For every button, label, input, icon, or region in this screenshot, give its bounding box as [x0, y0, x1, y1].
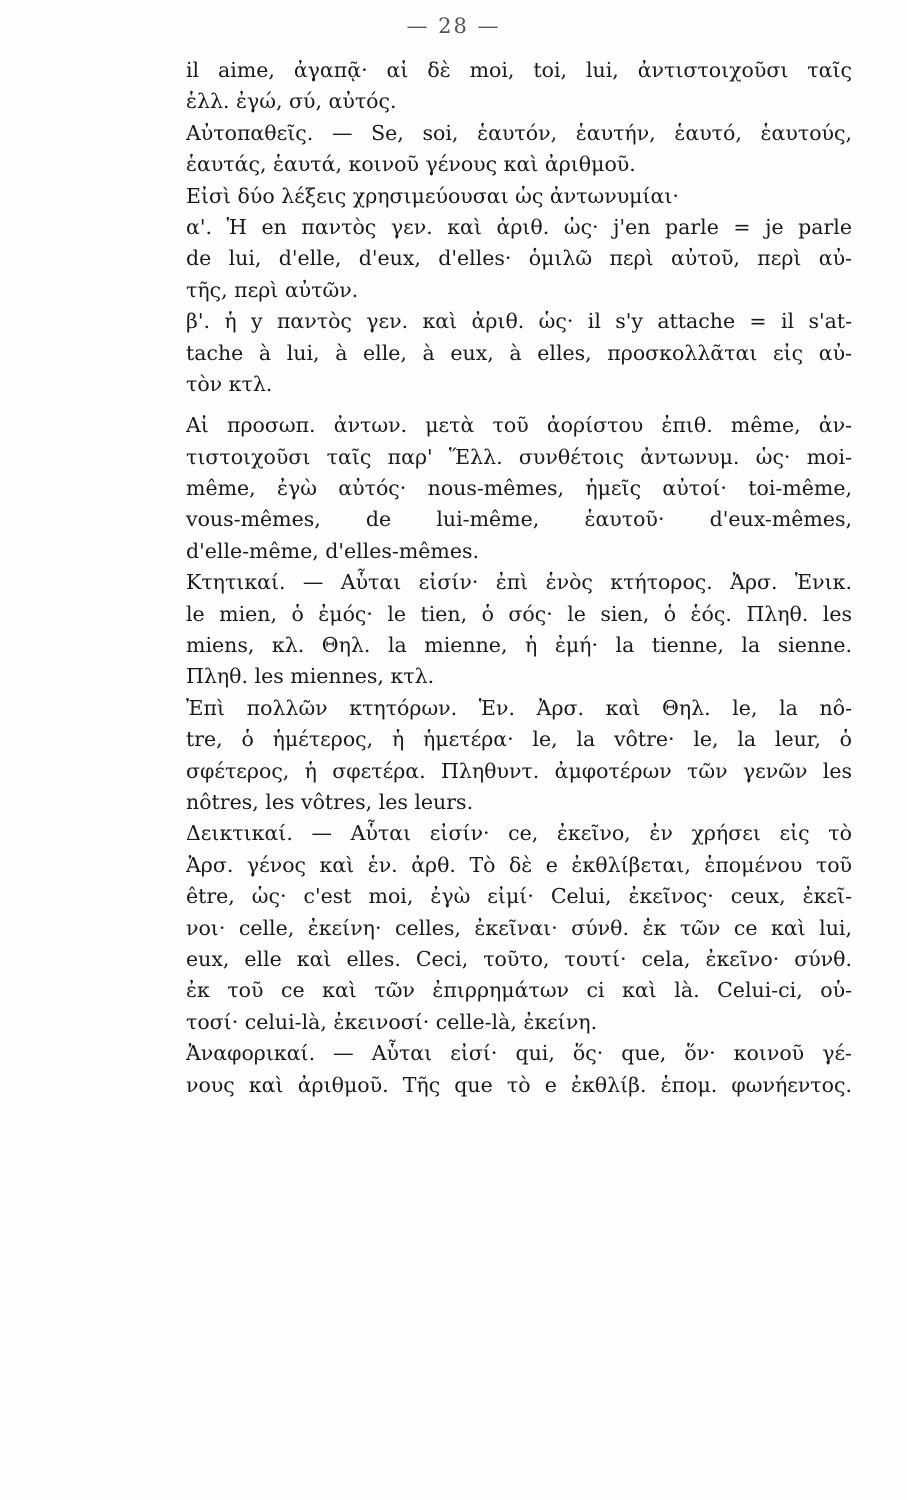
body-text: [186, 55, 852, 1101]
text-line: ἑλλ. ἐγώ, σύ, αὐτός.: [186, 89, 397, 114]
text-line: de lui, d'elle, d'eux, d'elles· ὁμιλῶ περὶ αὐτοῦ, περὶ αὐ-: [186, 246, 852, 271]
text-line: tache à lui, à elle, à eux, à elles, προσκολλᾶται εἰς αὐ-: [186, 340, 852, 365]
text-line: d'elle-même, d'elles-mêmes.: [186, 538, 479, 563]
text-line: vous-mêmes, de lui-même, ἑαυτοῦ· d'eux-mêmes,: [186, 507, 852, 532]
text-line: nôtres, les vôtres, les leurs.: [186, 789, 474, 814]
text-line: νοι· celle, ἐκείνη· celles, ἐκεῖναι· σύνθ. ἐκ τῶν ce καὶ lui,: [186, 915, 852, 940]
text-line: être, ὡς· c'est moi, ἐγὼ εἰμί· Celui, ἐκεῖνος· ceux, ἐκεῖ-: [186, 884, 852, 909]
text-line: Αἱ προσωπ. ἀντων. μετὰ τοῦ ἀορίστου ἐπιθ. même, ἀν-: [186, 413, 852, 438]
text-line: τοσί· celui-là, ἐκεινοσί· celle-là, ἐκείνη.: [186, 1009, 598, 1034]
text-line: Εἰσὶ δύο λέξεις χρησιμεύουσαι ὡς ἀντωνυμίαι·: [186, 183, 679, 208]
text-line: τιστοιχοῦσι ταῖς παρ' Ἕλλ. συνθέτοις ἀντωνυμ. ὡς· moi-: [186, 444, 852, 469]
text-line: miens, κλ. Θηλ. la mienne, ἡ ἐμή· la tienne, la sienne.: [186, 633, 852, 658]
text-line: Ἀρσ. γένος καὶ ἑν. ἀρθ. Τὸ δὲ e ἐκθλίβεται, ἑπομένου τοῦ: [186, 852, 852, 877]
text-line: α'. Ἡ en παντὸς γεν. καὶ ἀριθ. ὡς· j'en parle = je parle: [186, 214, 852, 239]
text-line: τὸν κτλ.: [186, 371, 273, 396]
text-line: ἐκ τοῦ ce καὶ τῶν ἐπιρρημάτων ci καὶ là. Celui-ci, οὑ-: [186, 978, 852, 1003]
text-line: Κτητικαί. — Αὗται εἰσίν· ἐπὶ ἑνὸς κτήτορος. Ἀρσ. Ἑνικ.: [186, 570, 852, 595]
text-line: Ἀναφορικαί. — Αὗται εἰσί· qui, ὅς· que, ὅν· κοινοῦ γέ-: [186, 1041, 852, 1066]
text-line: τῆς, περὶ αὐτῶν.: [186, 277, 359, 302]
text-line: νους καὶ ἀριθμοῦ. Τῆς que τὸ e ἐκθλίβ. ἑπομ. φωνήεντος.: [186, 1072, 852, 1097]
page-number: — 28 —: [406, 14, 501, 38]
text-line: ἑαυτάς, ἑαυτά, κοινοῦ γένους καὶ ἀριθμοῦ.: [186, 152, 636, 177]
text-line: σφέτερος, ἡ σφετέρα. Πληθυντ. ἀμφοτέρων τῶν γενῶν les: [186, 758, 852, 783]
text-line: Δεικτικαί. — Αὗται εἰσίν· ce, ἐκεῖνο, ἐν χρήσει εἰς τὸ: [186, 821, 852, 846]
text-line: Αὐτοπαθεῖς. — Se, soi, ἑαυτόν, ἑαυτήν, ἑαυτό, ἑαυτούς,: [186, 120, 852, 145]
text-line: β'. ἡ y παντὸς γεν. καὶ ἀριθ. ὡς· il s'y attache = il s'at-: [186, 309, 852, 334]
text-line: même, ἐγὼ αὐτός· nous-mêmes, ἡμεῖς αὐτοί· toi-même,: [186, 476, 852, 501]
text-line: Ἐπὶ πολλῶν κτητόρων. Ἑν. Ἀρσ. καὶ Θηλ. le, la nô-: [186, 695, 852, 720]
text-line: il aime, ἀγαπᾷ· αἱ δὲ moi, toi, lui, ἀντιστοιχοῦσι ταῖς: [186, 58, 852, 82]
text-line: le mien, ὁ ἐμός· le tien, ὁ σός· le sien, ὁ ἑός. Πληθ. les: [186, 601, 852, 626]
text-line: Πληθ. les miennes, κτλ.: [186, 664, 435, 689]
text-line: tre, ὁ ἡμέτερος, ἡ ἡμετέρα· le, la vôtre· le, la leur, ὁ: [186, 727, 852, 752]
text-line: eux, elle καὶ elles. Ceci, τοῦτο, τουτί· cela, ἐκεῖνο· σύνθ.: [186, 946, 852, 971]
